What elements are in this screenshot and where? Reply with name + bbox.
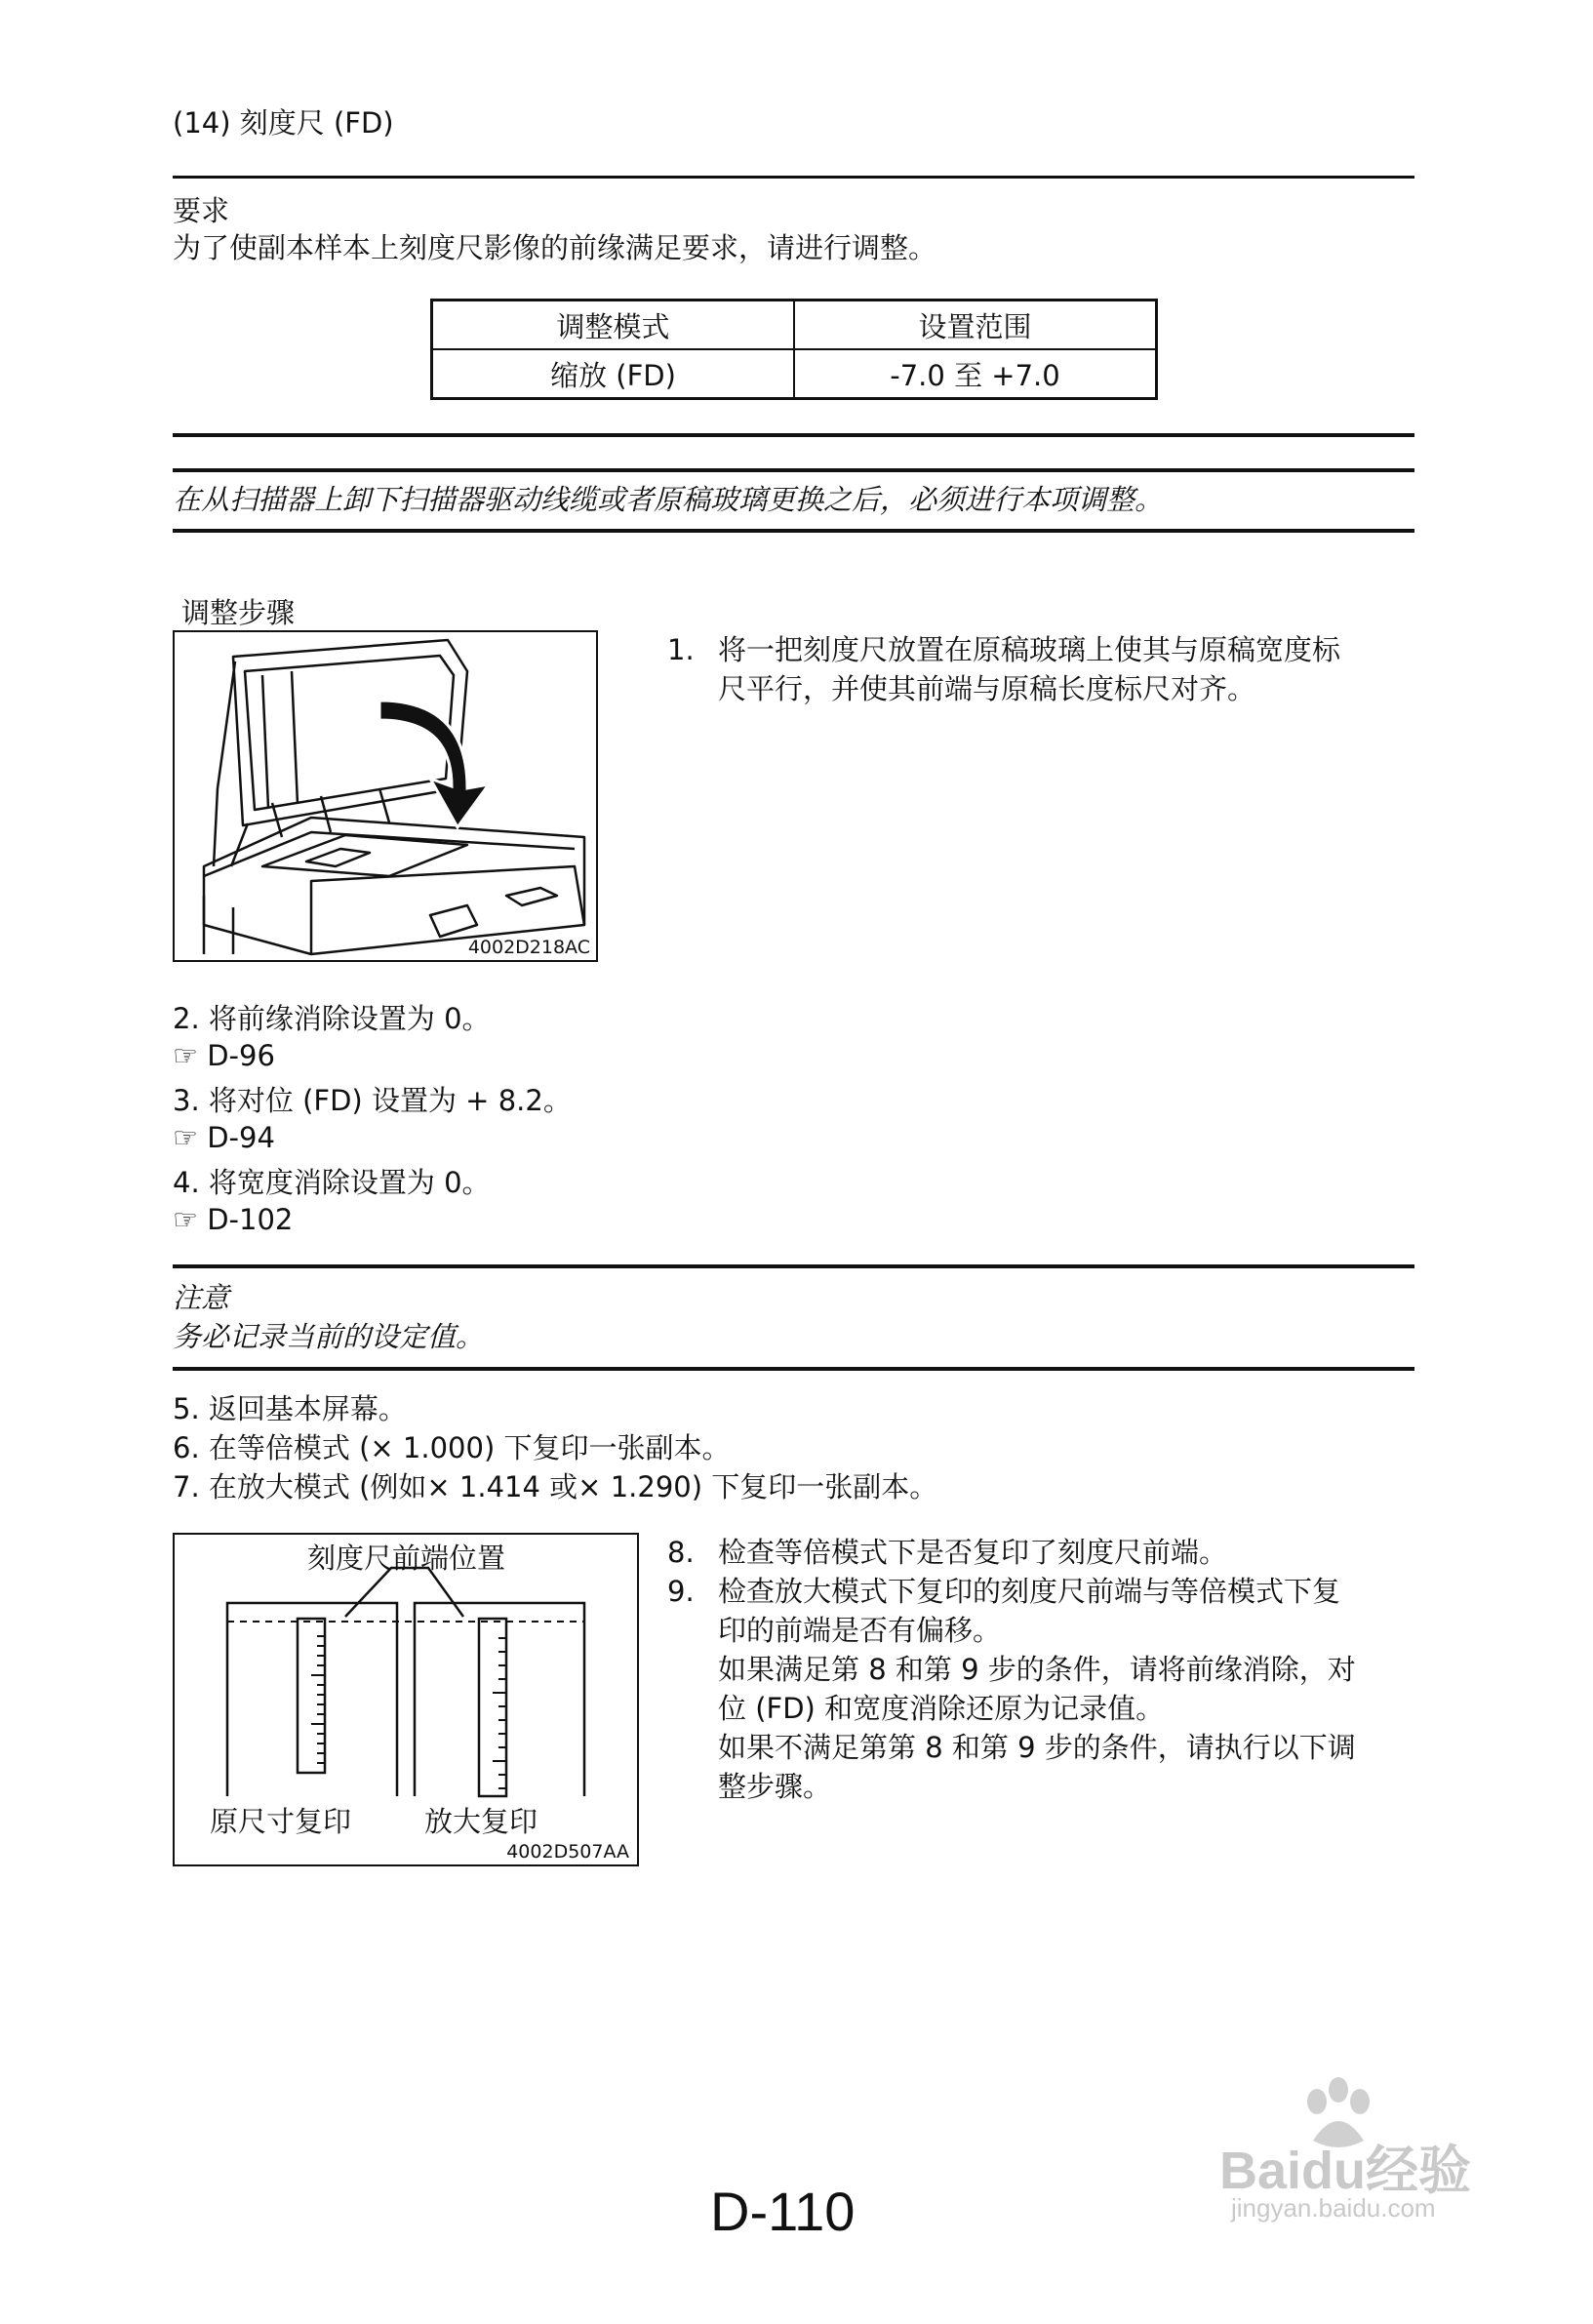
watermark-brand: Baidu经验 bbox=[1219, 2142, 1472, 2200]
step1-number: 1. bbox=[667, 633, 695, 666]
divider bbox=[173, 529, 1414, 533]
step8-number: 8. bbox=[667, 1536, 695, 1569]
note-text: 务必记录当前的设定值。 bbox=[173, 1320, 485, 1353]
requirement-heading: 要求 bbox=[173, 194, 230, 227]
page-number: D-110 bbox=[710, 2181, 856, 2242]
enlarged-copy-label: 放大复印 bbox=[424, 1805, 538, 1838]
section-title: (14) 刻度尺 (FD) bbox=[173, 106, 394, 140]
spec-header-mode: 调整模式 bbox=[432, 301, 795, 350]
step9-line: 如果满足第 8 和第 9 步的条件，请将前缘消除，对 bbox=[718, 1653, 1356, 1686]
figure1-code: 4002D218AC bbox=[467, 937, 590, 958]
step4-text: 4. 将宽度消除设置为 0。 bbox=[173, 1166, 491, 1199]
step9-number: 9. bbox=[667, 1575, 695, 1608]
step1-line1: 将一把刻度尺放置在原稿玻璃上使其与原稿宽度标 bbox=[718, 633, 1341, 666]
step9-line: 整步骤。 bbox=[718, 1770, 832, 1803]
step8-text: 检查等倍模式下是否复印了刻度尺前端。 bbox=[718, 1536, 1228, 1569]
step2-reference[interactable]: ☞ D-96 bbox=[173, 1039, 275, 1072]
notice-text: 在从扫描器上卸下扫描器驱动线缆或者原稿玻璃更换之后，必须进行本项调整。 bbox=[173, 483, 1164, 516]
ruler-position-illustration bbox=[173, 1533, 639, 1866]
baidu-watermark bbox=[1219, 2078, 1483, 2223]
step3-text: 3. 将对位 (FD) 设置为 + 8.2。 bbox=[173, 1084, 572, 1117]
step9-line: 位 (FD) 和宽度消除还原为记录值。 bbox=[718, 1692, 1165, 1725]
divider bbox=[173, 1264, 1414, 1268]
procedure-title: 调整步骤 bbox=[181, 596, 296, 629]
step3-reference[interactable]: ☞ D-94 bbox=[173, 1121, 275, 1154]
step9-line: 如果不满足第第 8 和第 9 步的条件，请执行以下调 bbox=[718, 1731, 1356, 1764]
spec-table bbox=[430, 299, 1158, 400]
step9-line: 检查放大模式下复印的刻度尺前端与等倍模式下复 bbox=[718, 1575, 1341, 1608]
step1-line2: 尺平行，并使其前端与原稿长度标尺对齐。 bbox=[718, 672, 1256, 705]
figure2-code: 4002D507AA bbox=[506, 1841, 629, 1863]
divider bbox=[173, 176, 1414, 179]
scanner-illustration bbox=[173, 630, 598, 962]
original-size-label: 原尺寸复印 bbox=[210, 1805, 352, 1838]
watermark-url: jingyan.baidu.com bbox=[1231, 2193, 1436, 2223]
step7-text: 7. 在放大模式 (例如× 1.414 或× 1.290) 下复印一张副本。 bbox=[173, 1470, 938, 1503]
spec-header-range: 设置范围 bbox=[794, 301, 1157, 350]
scanner-drawing bbox=[175, 632, 596, 960]
divider bbox=[173, 433, 1414, 437]
divider bbox=[173, 1367, 1414, 1371]
divider bbox=[173, 468, 1414, 472]
spec-cell-range: -7.0 至 +7.0 bbox=[794, 349, 1157, 399]
step6-text: 6. 在等倍模式 (× 1.000) 下复印一张副本。 bbox=[173, 1431, 731, 1464]
step5-text: 5. 返回基本屏幕。 bbox=[173, 1392, 407, 1425]
step4-reference[interactable]: ☞ D-102 bbox=[173, 1203, 294, 1236]
step9-line: 印的前端是否有偏移。 bbox=[718, 1614, 1002, 1647]
note-heading: 注意 bbox=[173, 1281, 230, 1314]
step2-text: 2. 将前缘消除设置为 0。 bbox=[173, 1002, 491, 1035]
ruler-front-label: 刻度尺前端位置 bbox=[307, 1542, 506, 1575]
requirement-text: 为了使副本样本上刻度尺影像的前缘满足要求，请进行调整。 bbox=[173, 231, 937, 264]
spec-cell-mode: 缩放 (FD) bbox=[432, 349, 795, 399]
